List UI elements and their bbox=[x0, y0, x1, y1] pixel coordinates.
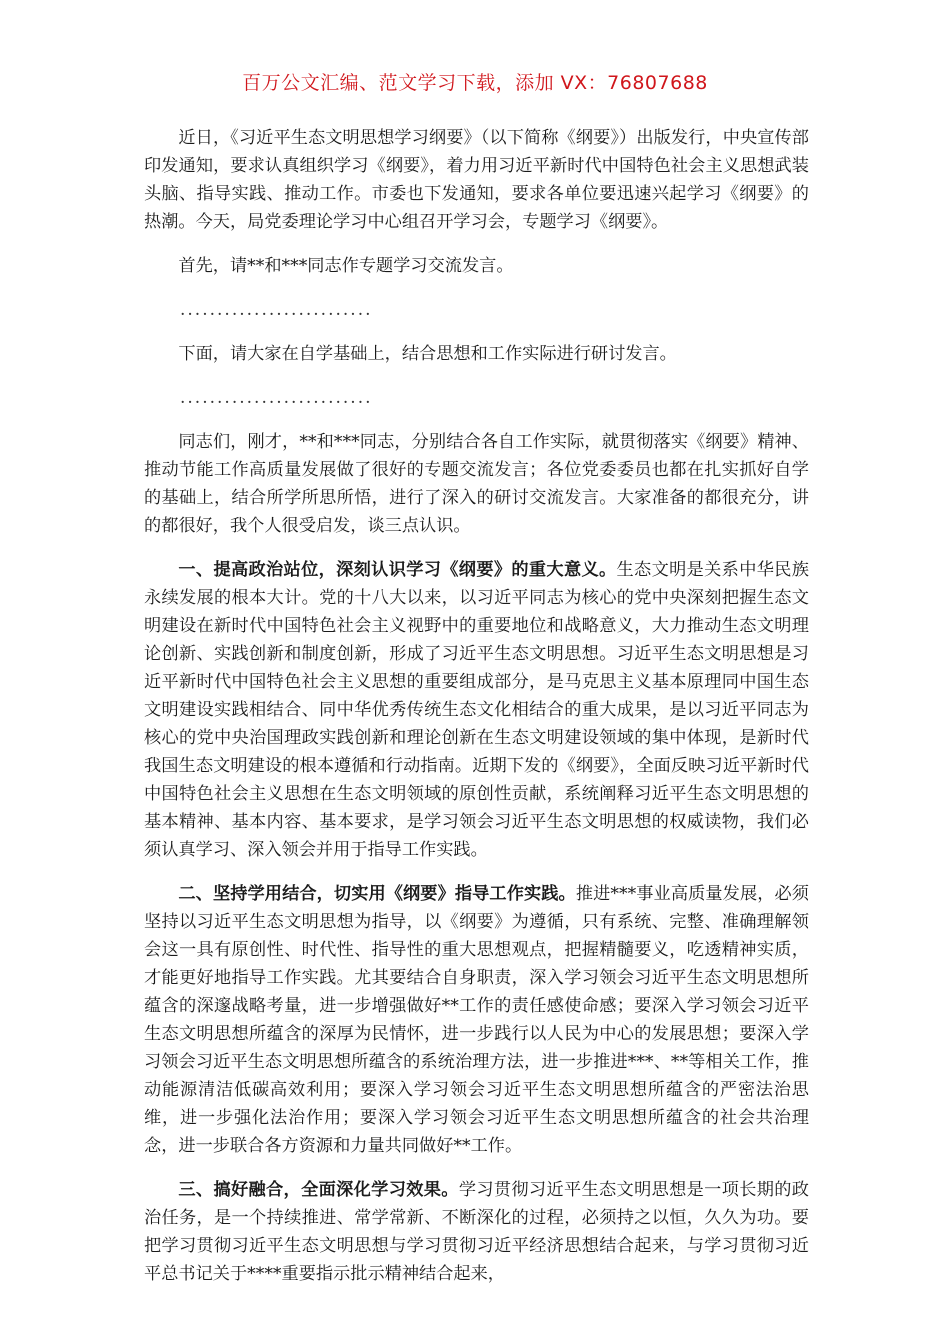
section-two-paragraph bbox=[144, 880, 809, 1160]
discussion-paragraph: 下面，请大家在自学基础上，结合思想和工作实际进行研讨发言。 bbox=[178, 344, 677, 364]
first-speaker-paragraph: 首先，请**和***同志作专题学习交流发言。 bbox=[178, 256, 514, 276]
section-one-heading: 一、提高政治站位，深刻认识学习《纲要》的重大意义。 bbox=[178, 560, 617, 580]
ellipsis-divider: .......................... bbox=[180, 300, 373, 320]
summary-paragraph: 同志们，刚才，**和***同志，分别结合各自工作实际，就贯彻落实《纲要》精神、推动节能工作高质量发展做了很好的专题交流发言；各位党委委员也都在扎实抓好自学的基础上，结合所学所思所悟，进行了深入的研讨交流发言。大家准备的都很充分，讲的都很好，我个人很受启发，谈三点认识。 bbox=[144, 432, 809, 536]
section-one-body: 生态文明是关系中华民族永续发展的根本大计。党的十八大以来，以习近平同志为核心的党中央深刻把握生态文明建设在新时代中国特色社会主义视野中的重要地位和战略意义，大力推动生态文明理论创新、实践创新和制度创新，形成了习近平生态文明思想。习近平生态文明思想是习近平新时代中国特色社会主义思想的重要组成部分，是马克思主义基本原理同中国生态文明建设实践相结合、同中华优秀传统生态文化相结合的重大成果，是以习近平同志为核心的党中央治国理政实践创新和理论创新在生态文明建设领域的集中体现，是新时代我国生态文明建设的根本遵循和行动指南。近期下发的《纲要》，全面反映习近平新时代中国特色社会主义思想在生态文明领域的原创性贡献，系统阐释习近平生态文明思想的基本精神、基本内容、基本要求，是学习领会习近平生态文明思想的权威读物，我们必须认真学习、深入领会并用于指导工作实践。 bbox=[144, 560, 809, 860]
section-three-heading: 三、搞好融合，全面深化学习效果。 bbox=[178, 1180, 459, 1200]
section-two-body: 推进***事业高质量发展，必须坚持以习近平生态文明思想为指导，以《纲要》为遵循，只有系统、完整、准确理解领会这一具有原创性、时代性、指导性的重大思想观点，把握精髓要义，吃透精神实质，才能更好地指导工作实践。尤其要结合自身职责，深入学习领会习近平生态文明思想所蕴含的深邃战略考量，进一步增强做好**工作的责任感使命感；要深入学习领会习近平生态文明思想所蕴含的深厚为民情怀，进一步践行以人民为中心的发展思想；要深入学习领会习近平生态文明思想所蕴含的系统治理方法，进一步推进***、**等相关工作，推动能源清洁低碳高效利用；要深入学习领会习近平生态文明思想所蕴含的严密法治思维，进一步强化法治作用；要深入学习领会习近平生态文明思想所蕴含的社会共治理念，进一步联合各方资源和力量共同做好**工作。 bbox=[144, 884, 809, 1156]
intro-paragraph: 近日，《习近平生态文明思想学习纲要》（以下简称《纲要》）出版发行，中央宣传部印发通知，要求认真组织学习《纲要》，着力用习近平新时代中国特色社会主义思想武装头脑、指导实践、推动工作。市委也下发通知，要求各单位要迅速兴起学习《纲要》的热潮。今天，局党委理论学习中心组召开学习会，专题学习《纲要》。 bbox=[144, 128, 809, 232]
section-one-paragraph bbox=[144, 556, 809, 864]
ellipsis-divider: .......................... bbox=[180, 388, 373, 408]
header-banner: 百万公文汇编、范文学习下载，添加 VX：76807688 bbox=[242, 72, 708, 94]
section-three-paragraph bbox=[144, 1176, 809, 1288]
section-two-heading: 二、坚持学用结合，切实用《纲要》指导工作实践。 bbox=[178, 884, 576, 904]
document-body bbox=[144, 124, 809, 1304]
section-three-body: 学习贯彻习近平生态文明思想是一项长期的政治任务，是一个持续推进、常学常新、不断深化的过程，必须持之以恒，久久为功。要把学习贯彻习近平生态文明思想与学习贯彻习近平经济思想结合起来，与学习贯彻习近平总书记关于****重要指示批示精神结合起来， bbox=[144, 1180, 809, 1284]
